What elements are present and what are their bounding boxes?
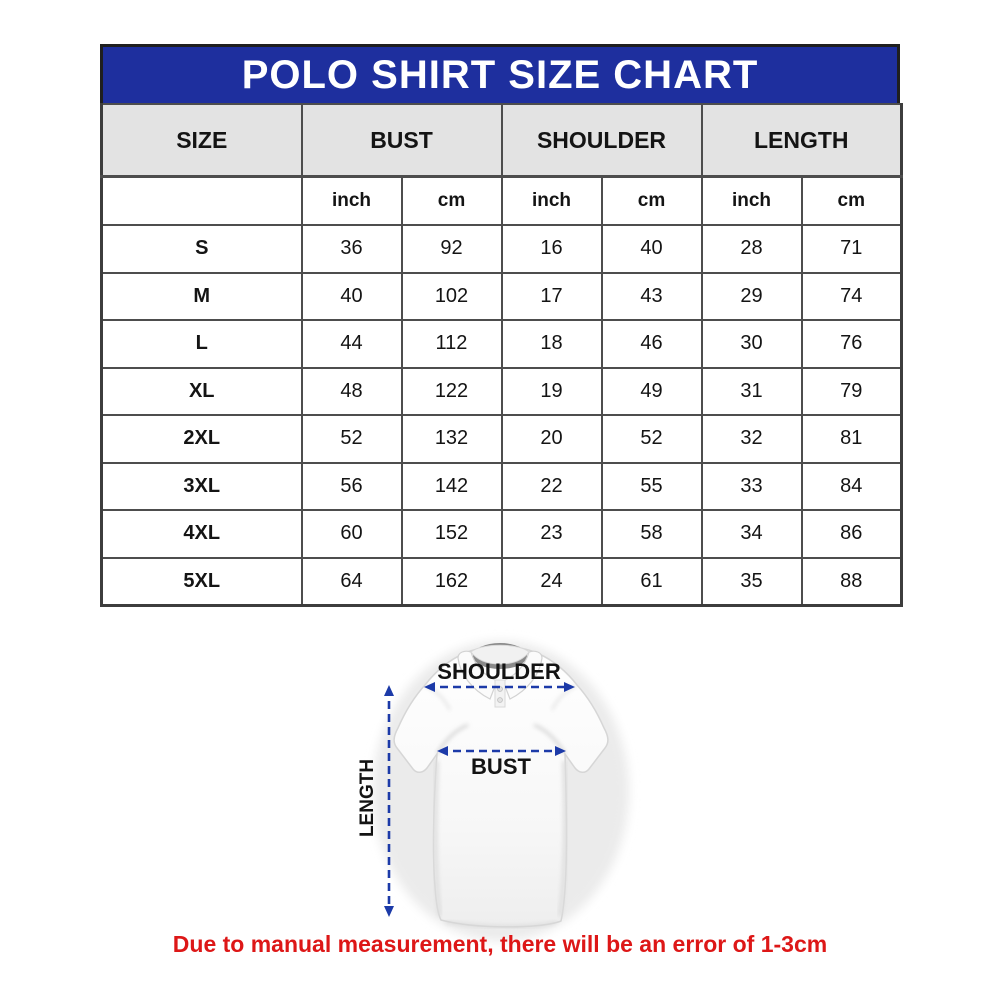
value-cell: 46: [602, 320, 702, 368]
value-cell: 152: [402, 510, 502, 558]
value-cell: 18: [502, 320, 602, 368]
table-row-4xl: [102, 510, 902, 558]
table-row-xl: [102, 368, 902, 416]
size-cell: M: [102, 273, 302, 321]
table-row-s: [102, 225, 902, 273]
value-cell: 76: [802, 320, 902, 368]
value-cell: 92: [402, 225, 502, 273]
value-cell: 31: [702, 368, 802, 416]
value-cell: 22: [502, 463, 602, 511]
value-cell: 43: [602, 273, 702, 321]
unit-cell: cm: [602, 177, 702, 226]
column-header-bust: BUST: [302, 104, 502, 177]
value-cell: 30: [702, 320, 802, 368]
value-cell: 88: [802, 558, 902, 606]
table-row-l: [102, 320, 902, 368]
column-header-length: LENGTH: [702, 104, 902, 177]
value-cell: 16: [502, 225, 602, 273]
table-row-3xl: [102, 463, 902, 511]
value-cell: 17: [502, 273, 602, 321]
size-cell: 3XL: [102, 463, 302, 511]
value-cell: 55: [602, 463, 702, 511]
shoulder-label: SHOULDER: [437, 659, 561, 684]
size-cell: 2XL: [102, 415, 302, 463]
unit-cell: cm: [402, 177, 502, 226]
size-cell: 5XL: [102, 558, 302, 606]
value-cell: 122: [402, 368, 502, 416]
table-row-2xl: [102, 415, 902, 463]
value-cell: 52: [602, 415, 702, 463]
size-table: [100, 103, 903, 607]
value-cell: 102: [402, 273, 502, 321]
value-cell: 34: [702, 510, 802, 558]
value-cell: 28: [702, 225, 802, 273]
value-cell: 36: [302, 225, 402, 273]
value-cell: 23: [502, 510, 602, 558]
value-cell: 132: [402, 415, 502, 463]
value-cell: 32: [702, 415, 802, 463]
value-cell: 44: [302, 320, 402, 368]
value-cell: 48: [302, 368, 402, 416]
value-cell: 112: [402, 320, 502, 368]
value-cell: 60: [302, 510, 402, 558]
value-cell: 84: [802, 463, 902, 511]
table-row-m: [102, 273, 902, 321]
value-cell: 142: [402, 463, 502, 511]
size-cell: L: [102, 320, 302, 368]
unit-cell: inch: [702, 177, 802, 226]
value-cell: 56: [302, 463, 402, 511]
value-cell: 40: [302, 273, 402, 321]
value-cell: 74: [802, 273, 902, 321]
value-cell: 19: [502, 368, 602, 416]
empty-cell: [102, 177, 302, 226]
size-cell: 4XL: [102, 510, 302, 558]
value-cell: 79: [802, 368, 902, 416]
polo-shirt-diagram: [345, 626, 675, 951]
unit-cell: cm: [802, 177, 902, 226]
size-cell: XL: [102, 368, 302, 416]
unit-cell: inch: [302, 177, 402, 226]
value-cell: 86: [802, 510, 902, 558]
value-cell: 81: [802, 415, 902, 463]
unit-header-row: [102, 177, 902, 226]
value-cell: 24: [502, 558, 602, 606]
value-cell: 35: [702, 558, 802, 606]
bust-label: BUST: [471, 754, 531, 779]
page-title: POLO SHIRT SIZE CHART: [241, 52, 759, 97]
value-cell: 52: [302, 415, 402, 463]
column-header-shoulder: SHOULDER: [502, 104, 702, 177]
measurement-disclaimer: Due to manual measurement, there will be an error of 1-3cm: [172, 931, 828, 957]
title-banner: [100, 44, 900, 106]
value-cell: 58: [602, 510, 702, 558]
value-cell: 29: [702, 273, 802, 321]
value-cell: 20: [502, 415, 602, 463]
value-cell: 33: [702, 463, 802, 511]
value-cell: 40: [602, 225, 702, 273]
value-cell: 61: [602, 558, 702, 606]
column-header-size: SIZE: [102, 104, 302, 177]
table-header-row: [102, 104, 902, 177]
size-cell: S: [102, 225, 302, 273]
length-label: LENGTH: [357, 758, 378, 838]
value-cell: 49: [602, 368, 702, 416]
value-cell: 162: [402, 558, 502, 606]
value-cell: 71: [802, 225, 902, 273]
table-row-5xl: [102, 558, 902, 606]
value-cell: 64: [302, 558, 402, 606]
unit-cell: inch: [502, 177, 602, 226]
